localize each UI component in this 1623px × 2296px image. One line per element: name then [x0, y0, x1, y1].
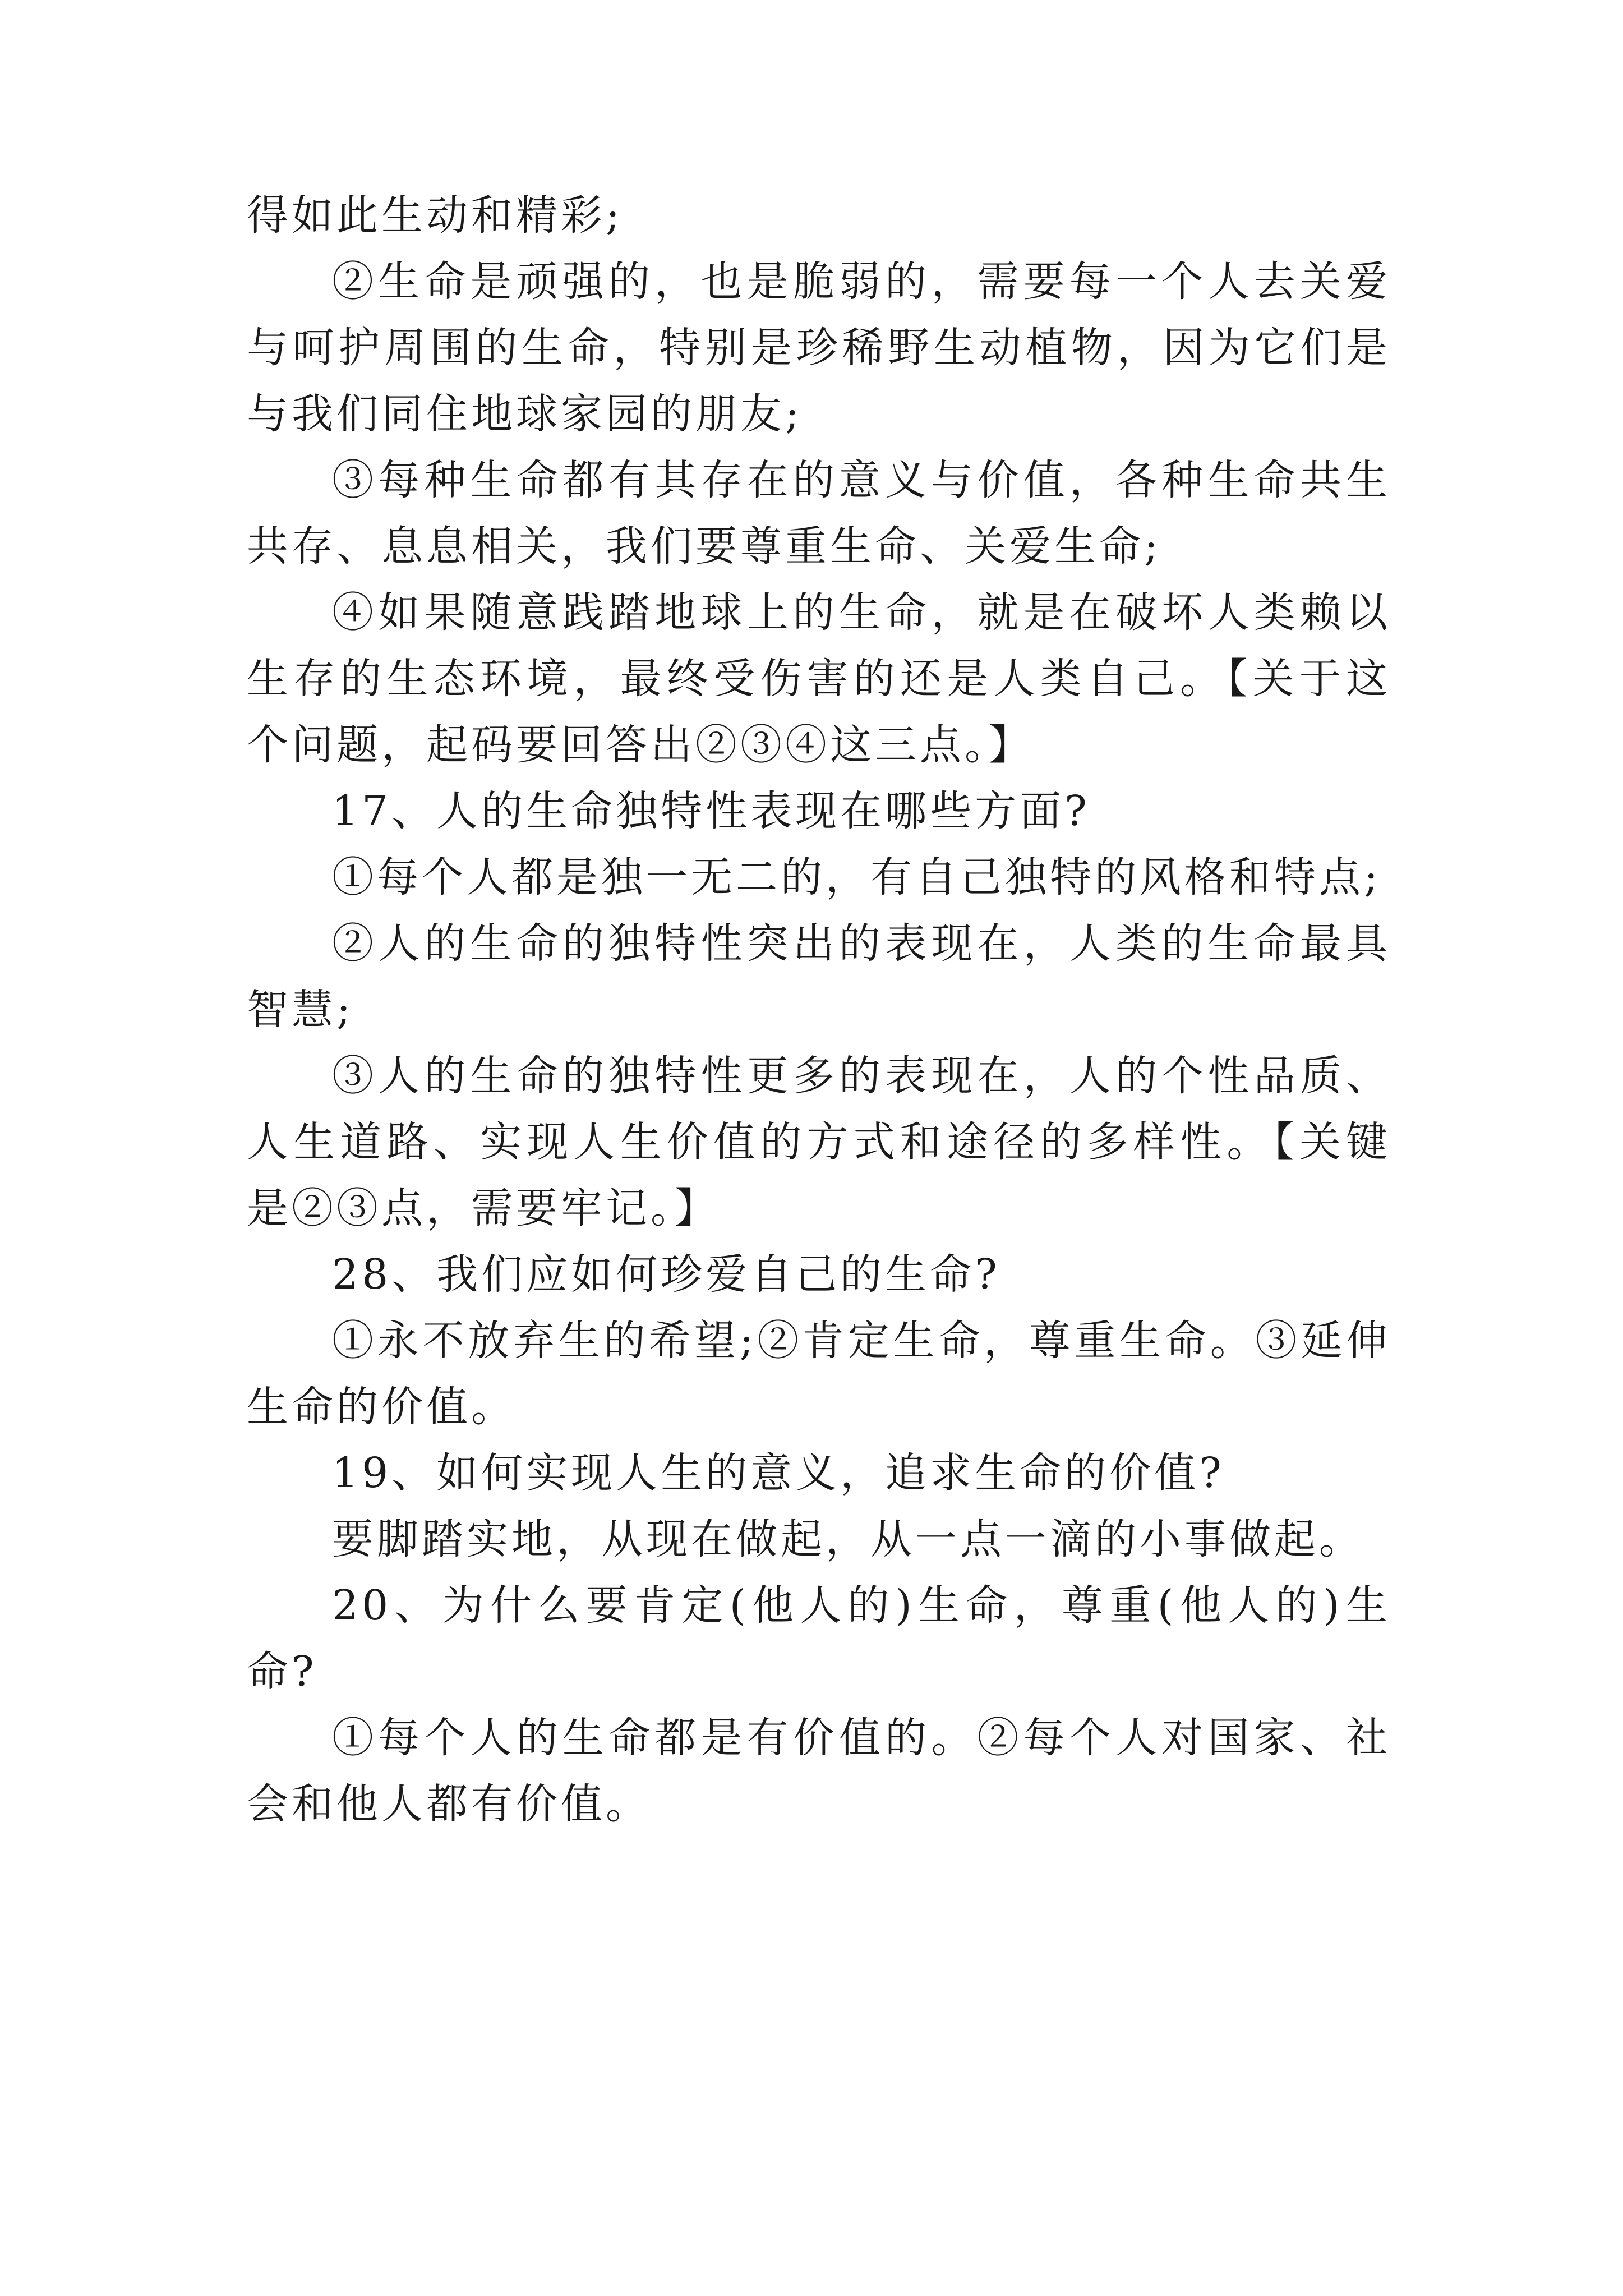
paragraph: ①每个人都是独一无二的，有自己独特的风格和特点; — [332, 853, 1381, 901]
paragraph: ②生命是顽强的，也是脆弱的，需要每一个人去关爱与呵护周围的生命，特别是珍稀野生动植物，因为它们是与我们同住地球家园的朋友; — [247, 257, 1391, 438]
question-heading: 17、人的生命独特性表现在哪些方面? — [332, 787, 1090, 835]
paragraph: ③每种生命都有其存在的意义与价值，各种生命共生共存、息息相关，我们要尊重生命、关爱生命; — [247, 456, 1391, 570]
paragraph: ③人的生命的独特性更多的表现在，人的个性品质、人生道路、实现人生价值的方式和途径的多样性。【关键是②③点，需要牢记。】 — [247, 1052, 1391, 1232]
question-heading: 19、如何实现人生的意义，追求生命的价值? — [332, 1449, 1225, 1497]
paragraph: ④如果随意践踏地球上的生命，就是在破坏人类赖以生存的生态环境，最终受伤害的还是人类自己。【关于这个问题，起码要回答出②③④这三点。】 — [247, 588, 1391, 769]
question-heading: 20、为什么要肯定(他人的)生命，尊重(他人的)生命? — [247, 1581, 1391, 1696]
paragraph: 得如此生动和精彩; — [247, 191, 623, 240]
question-heading: 28、我们应如何珍爱自己的生命? — [332, 1250, 1000, 1299]
document-body — [247, 182, 1391, 1837]
paragraph: 要脚踏实地，从现在做起，从一点一滴的小事做起。 — [332, 1515, 1364, 1563]
paragraph: ①每个人的生命都是有价值的。②每个人对国家、社会和他人都有价值。 — [247, 1714, 1391, 1828]
paragraph: ①永不放弃生的希望;②肯定生命，尊重生命。③延伸生命的价值。 — [247, 1317, 1391, 1431]
paragraph: ②人的生命的独特性突出的表现在，人类的生命最具智慧; — [247, 919, 1391, 1034]
